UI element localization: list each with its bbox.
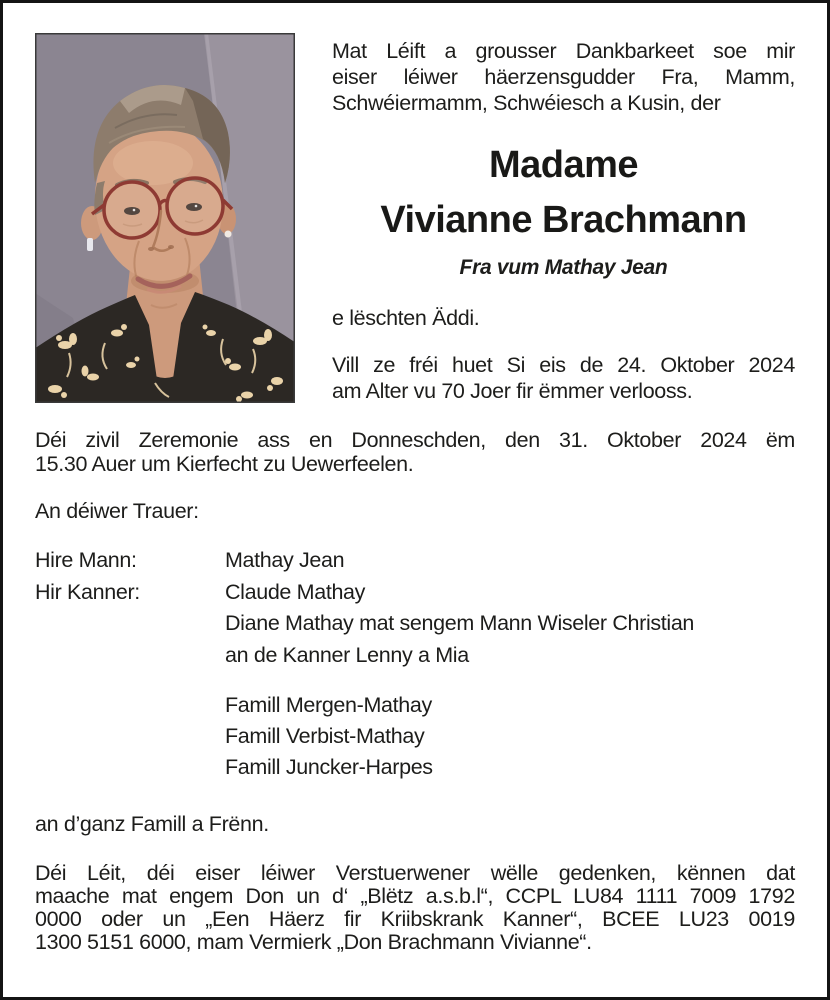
relation-label: Hir Kanner:	[35, 579, 140, 604]
deceased-name-block	[332, 138, 795, 248]
relation-values	[225, 545, 795, 577]
relations-list	[35, 545, 795, 671]
relation-name: Diane Mathay mat sengem Mann Wiseler Christian	[225, 611, 695, 635]
relation-label: Hire Mann:	[35, 548, 137, 572]
deceased-title: Madame	[488, 144, 639, 186]
intro-line: Mat Léift a grousser Dankbarkeet soe mir	[332, 39, 795, 63]
families-list	[225, 690, 795, 783]
relation-name: an de Kanner Lenny a Mia	[225, 642, 469, 667]
donation-line: 1300 5151 6000, mam Vermierk „Don Brachmann Vivianne“.	[35, 930, 592, 954]
intro-line: eiser léiwer häerzensgudder Fra, Mamm,	[332, 65, 795, 89]
donation-paragraph	[35, 862, 795, 954]
mourning-heading: An déiwer Trauer:	[35, 499, 199, 523]
families-footer: an d’ganz Famill a Frënn.	[35, 812, 269, 836]
ceremony-line: 15.30 Auer um Kierfecht zu Uewerfeelen.	[35, 452, 414, 476]
death-line: am Alter vu 70 Joer fir ëmmer verlooss.	[332, 379, 693, 403]
portrait-photo	[35, 33, 295, 403]
farewell-line: e lëschten Äddi.	[332, 306, 480, 330]
relation-values	[225, 577, 795, 672]
relation-name: Mathay Jean	[225, 548, 345, 572]
death-line: Vill ze fréi huet Si eis de 24. Oktober 2024	[332, 353, 795, 377]
donation-line: Déi Léit, déi eiser léiwer Verstuerwener wëlle gedenken, kënnen dat	[35, 861, 795, 885]
intro-column	[332, 33, 795, 404]
intro-paragraph	[332, 38, 795, 116]
family-item: Famill Mergen-Mathay	[225, 693, 432, 717]
deceased-name: Vivianne Brachmann	[380, 199, 747, 241]
top-section	[35, 33, 795, 404]
family-item: Famill Juncker-Harpes	[225, 755, 433, 779]
relation-name: Claude Mathay	[225, 579, 366, 604]
death-paragraph	[332, 352, 795, 404]
ceremony-paragraph	[35, 428, 795, 476]
donation-line: 0000 oder un „Een Häerz fir Kriibskrank Kanner“, BCEE LU23 0019	[35, 907, 795, 931]
donation-line: maache mat engem Don un d‘ „Blëtz a.s.b.l“, CCPL LU84 1111 7009 1792	[35, 884, 795, 908]
spouse-subtitle: Fra vum Mathay Jean	[459, 256, 668, 279]
intro-line: Schwéiermamm, Schwéiesch a Kusin, der	[332, 91, 721, 115]
family-item: Famill Verbist-Mathay	[225, 724, 425, 748]
ceremony-line: Déi zivil Zeremonie ass en Donneschden, den 31. Oktober 2024 ëm	[35, 428, 795, 452]
